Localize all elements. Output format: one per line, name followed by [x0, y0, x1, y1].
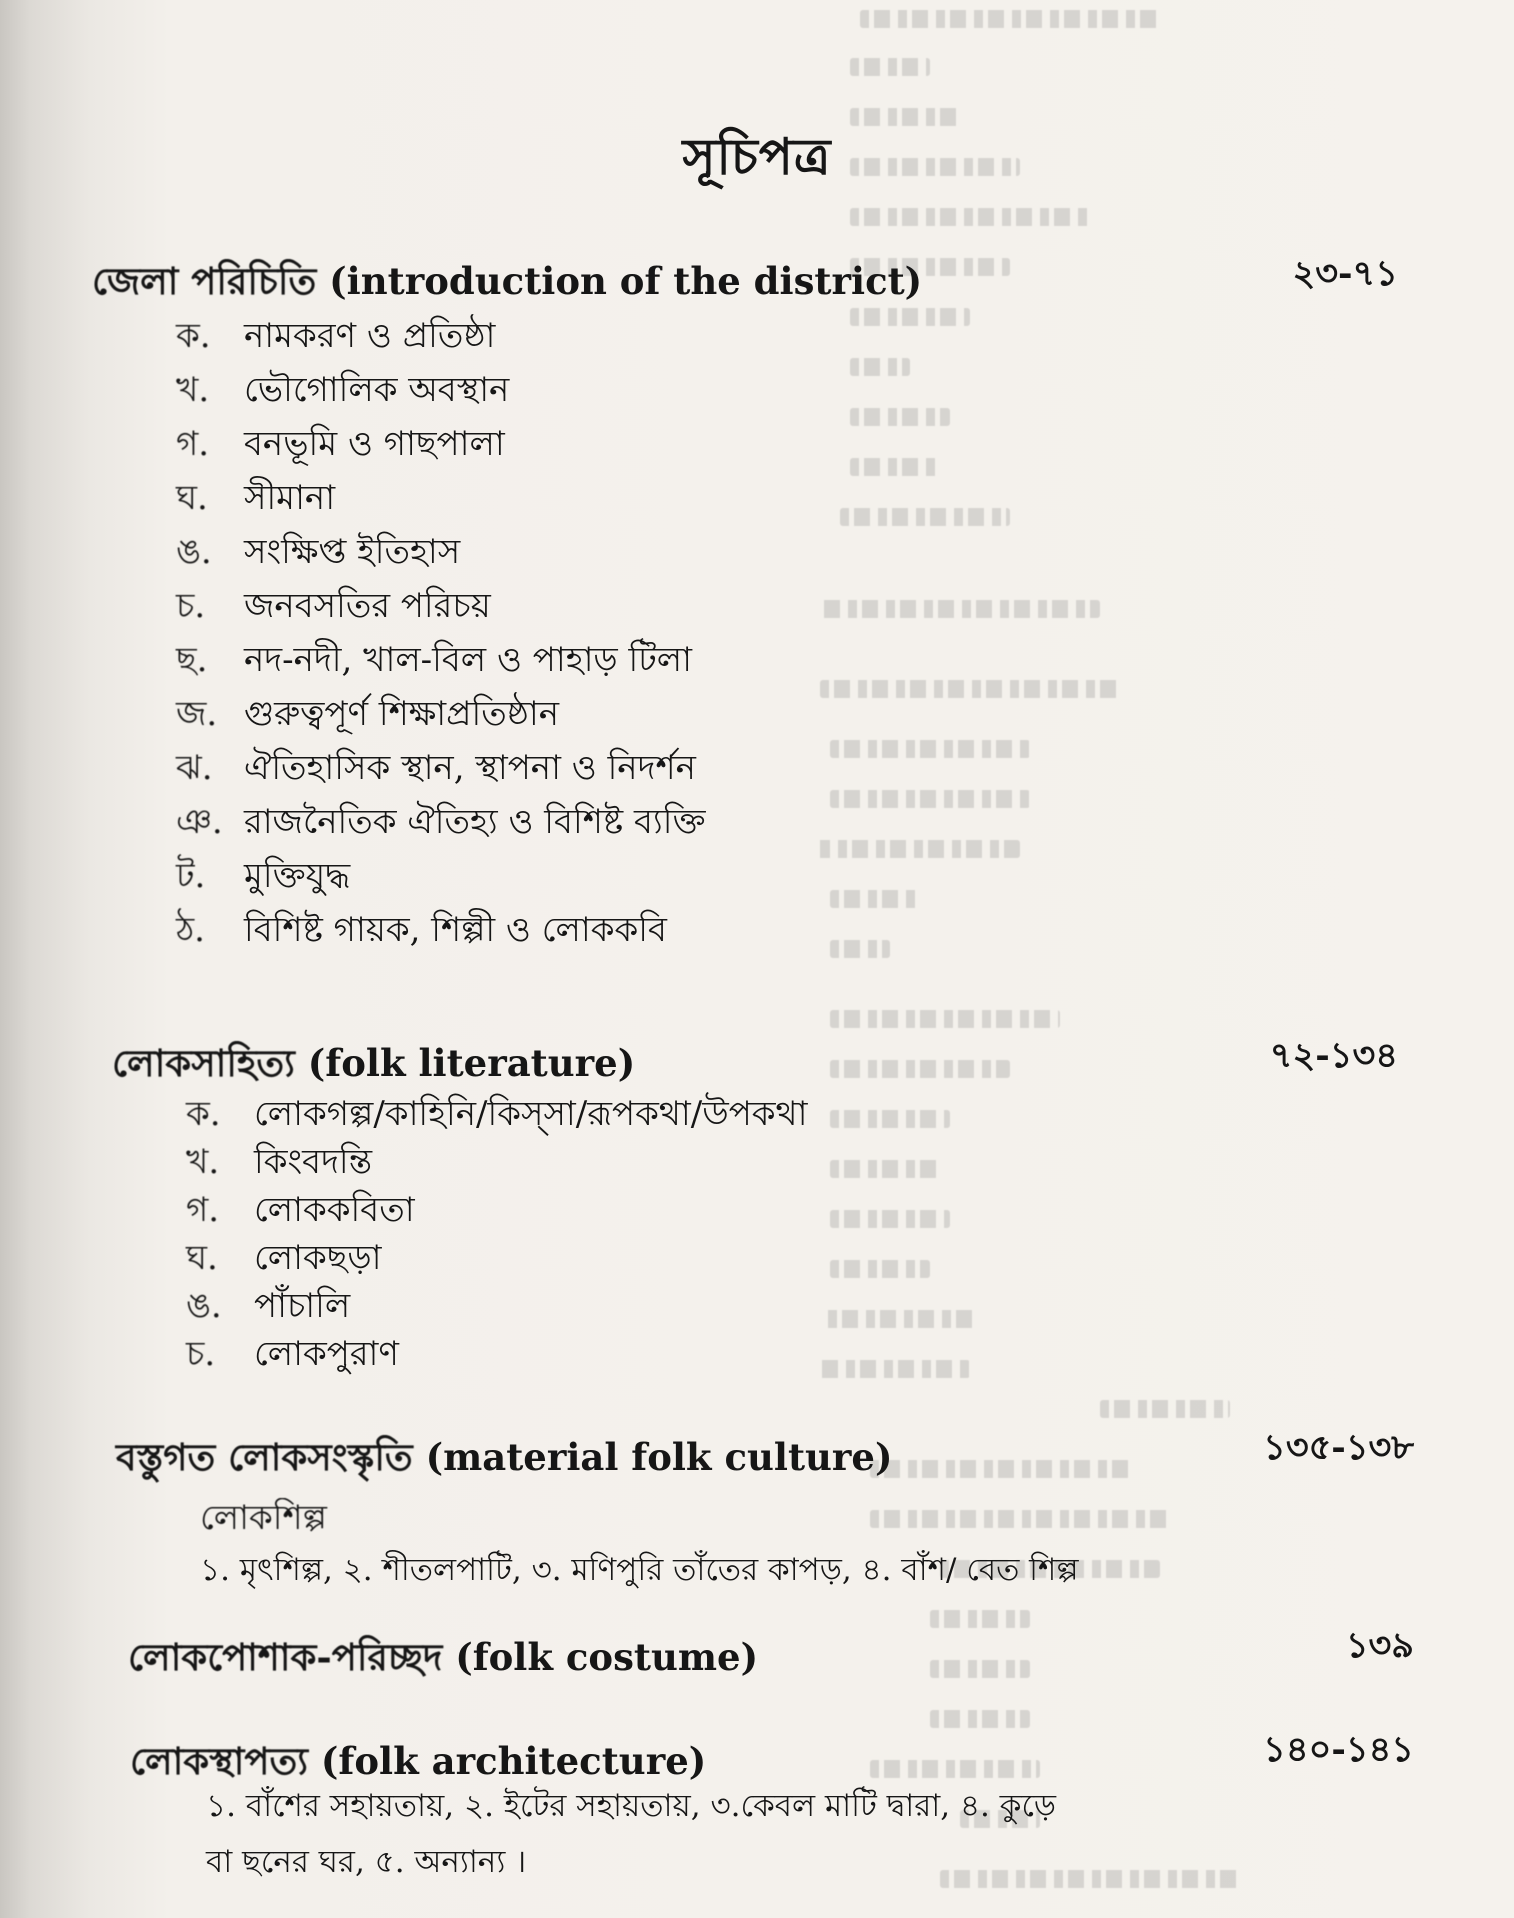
section-detail-line: ১. মৃৎশিল্প, ২. শীতলপাটি, ৩. মণিপুরি তাঁতের কাপড়, ৪. বাঁশ/ বেত শিল্প: [200, 1552, 1079, 1588]
list-item: ঘ. সীমানা: [176, 478, 336, 518]
literature-subtopic-list: [186, 1088, 807, 1376]
section-page-range: ২৩-৭১: [1292, 253, 1398, 294]
section-heading-bn: বস্তুগত লোকসংস্কৃতি: [116, 1435, 413, 1479]
section-page-range: ৭২-১৩৪: [1269, 1035, 1398, 1076]
list-item: ছ. নদ-নদী, খাল-বিল ও পাহাড় টিলা: [176, 640, 692, 680]
list-item: ক. নামকরণ ও প্রতিষ্ঠা: [176, 316, 496, 356]
list-item: খ. কিংবদন্তি: [186, 1142, 373, 1182]
section-page-range: ১৩৯: [1345, 1625, 1414, 1666]
list-item: চ. লোকপুরাণ: [186, 1334, 399, 1374]
list-item: গ. বনভূমি ও গাছপালা: [176, 424, 505, 464]
list-item: ঝ. ঐতিহাসিক স্থান, স্থাপনা ও নিদর্শন: [176, 748, 696, 788]
section-subheading: লোকশিল্প: [200, 1498, 327, 1538]
section-heading-bn: লোকপোশাক-পরিচ্ছদ: [128, 1635, 443, 1679]
list-item: ঞ. রাজনৈতিক ঐতিহ্য ও বিশিষ্ট ব্যক্তি: [176, 802, 706, 842]
page-title: সূচিপত্র: [682, 127, 832, 186]
list-item: ঙ. সংক্ষিপ্ত ইতিহাস: [176, 532, 461, 572]
section-page-range: ১৩৫-১৩৮: [1263, 1427, 1414, 1468]
list-item: জ. গুরুত্বপূর্ণ শিক্ষাপ্রতিষ্ঠান: [176, 694, 560, 734]
section-detail-line: ১. বাঁশের সহায়তায়, ২. ইটের সহায়তায়, ৩.কেবল মাটি দ্বারা, ৪. কুড়ে: [206, 1788, 1057, 1824]
section-heading-bn: লোকসাহিত্য: [112, 1041, 295, 1085]
section-heading-bn: লোকস্থাপত্য: [130, 1739, 309, 1783]
list-item: ক. লোকগল্প/কাহিনি/কিস্‌সা/রূপকথা/উপকথা: [186, 1094, 808, 1134]
section-heading-en: (folk literature): [307, 1041, 636, 1085]
list-item: খ. ভৌগোলিক অবস্থান: [176, 370, 510, 410]
list-item: ট. মুক্তিযুদ্ধ: [176, 856, 351, 896]
section-heading-en: (folk costume): [455, 1635, 759, 1679]
list-item: ঘ. লোকছড়া: [186, 1238, 382, 1278]
list-item: চ. জনবসতির পরিচয়: [176, 586, 491, 626]
section-heading-bn: জেলা পরিচিতি: [92, 259, 317, 303]
list-item: ঠ. বিশিষ্ট গায়ক, শিল্পী ও লোককবি: [176, 910, 667, 950]
section-heading-costume: [128, 1628, 758, 1691]
section-heading-district: [92, 252, 922, 315]
section-heading-material-culture: [116, 1428, 892, 1491]
section-heading-en: (folk architecture): [320, 1739, 707, 1783]
section-heading-en: (introduction of the district): [329, 259, 923, 303]
section-heading-en: (material folk culture): [425, 1435, 893, 1479]
list-item: ঙ. পাঁচালি: [186, 1286, 351, 1326]
section-detail-line: বা ছনের ঘর, ৫. অন্যান্য ।: [206, 1844, 527, 1880]
list-item: গ. লোককবিতা: [186, 1190, 415, 1230]
section-page-range: ১৪০-১৪১: [1263, 1729, 1414, 1770]
district-subtopic-list: [176, 310, 706, 958]
